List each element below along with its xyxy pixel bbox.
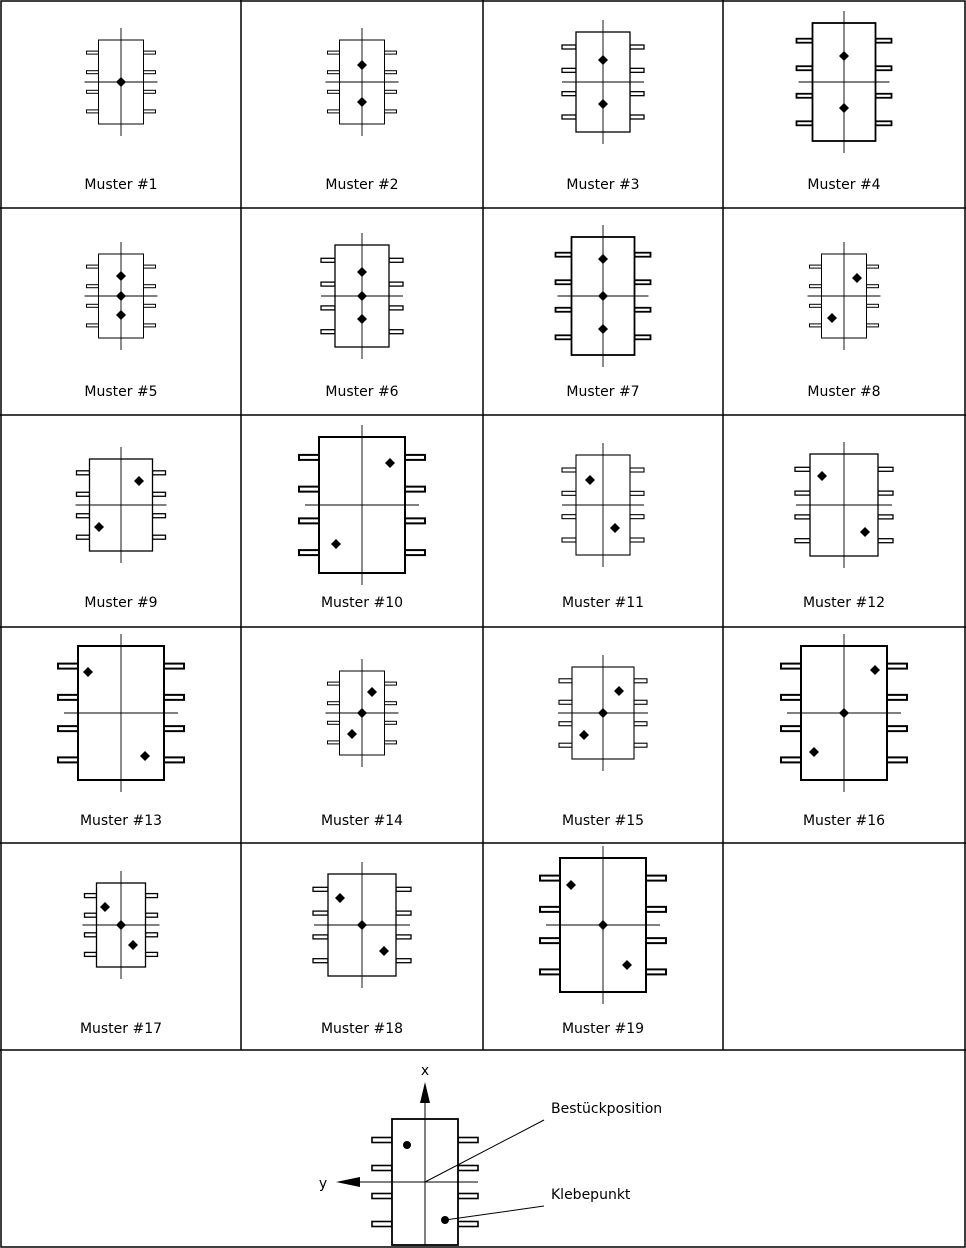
pin-left	[299, 487, 319, 492]
pin-right	[144, 304, 156, 307]
pin-left	[58, 664, 78, 669]
pin-left	[58, 757, 78, 762]
pin-right	[389, 306, 403, 310]
pin-left	[795, 515, 810, 519]
pin-left	[562, 115, 576, 119]
pattern-cell	[807, 242, 880, 400]
pattern-label: Muster #11	[561, 595, 645, 611]
glue-leader-line	[445, 1206, 544, 1220]
pattern-cell	[558, 655, 648, 829]
pattern-cell	[313, 862, 411, 1037]
pin-right	[385, 682, 397, 685]
pin-right	[389, 330, 403, 334]
pin-left	[372, 1222, 392, 1227]
pin-left	[328, 741, 340, 744]
pin-left	[77, 514, 90, 518]
ic-package	[540, 846, 666, 1004]
ic-package	[85, 28, 158, 136]
pattern-cell	[80, 871, 162, 1037]
pin-left	[313, 911, 328, 915]
ic-package	[562, 20, 644, 144]
pattern-label: Muster #7	[566, 384, 640, 400]
pin-left	[556, 308, 572, 312]
pin-right	[876, 39, 892, 43]
ic-package	[781, 634, 907, 792]
pin-right	[887, 726, 907, 731]
pattern-label: Muster #10	[320, 595, 404, 611]
pin-right	[887, 695, 907, 700]
pattern-label: Muster #19	[561, 1021, 645, 1037]
ic-package	[321, 233, 403, 359]
pin-left	[559, 722, 572, 726]
pattern-cell	[321, 233, 403, 400]
glue-label: Klebepunkt	[551, 1187, 631, 1203]
pin-right	[385, 702, 397, 705]
pin-left	[562, 92, 576, 96]
pin-right	[867, 304, 879, 307]
pin-right	[146, 933, 158, 937]
pattern-cell	[58, 634, 184, 829]
pin-right	[630, 515, 644, 519]
pin-left	[299, 550, 319, 555]
pattern-label: Muster #3	[566, 177, 640, 193]
pin-right	[630, 68, 644, 72]
pin-left	[299, 518, 319, 523]
pin-left	[87, 110, 99, 113]
pattern-label: Muster #17	[79, 1021, 163, 1037]
pin-right	[144, 285, 156, 288]
pin-right	[164, 664, 184, 669]
ic-package	[562, 443, 644, 567]
pin-left	[540, 907, 560, 912]
pin-left	[321, 282, 335, 286]
pin-right	[646, 969, 666, 974]
pin-left	[540, 938, 560, 943]
pattern-label: Muster #15	[561, 813, 645, 829]
pattern-cell	[299, 425, 425, 611]
pin-left	[328, 682, 340, 685]
pin-left	[562, 45, 576, 49]
pin-left	[77, 471, 90, 475]
pin-left	[321, 330, 335, 334]
pin-right	[878, 491, 893, 495]
pin-left	[781, 695, 801, 700]
pin-right	[878, 515, 893, 519]
pin-left	[562, 515, 576, 519]
ic-package	[76, 447, 167, 563]
ic-package	[558, 655, 648, 771]
pin-left	[58, 726, 78, 731]
pin-right	[630, 468, 644, 472]
pattern-cell	[797, 11, 892, 193]
pin-left	[321, 306, 335, 310]
pin-left	[781, 757, 801, 762]
pattern-cell	[84, 242, 157, 400]
pattern-label: Muster #1	[84, 177, 158, 193]
pattern-cell	[321, 659, 403, 829]
pin-right	[646, 938, 666, 943]
ic-package	[313, 862, 411, 988]
ic-package	[808, 242, 881, 350]
pin-left	[556, 253, 572, 257]
pattern-cell	[325, 28, 398, 193]
pin-right	[634, 743, 647, 747]
ic-package	[58, 634, 184, 792]
ic-package	[795, 442, 893, 568]
pin-left	[85, 913, 97, 917]
pin-right	[405, 518, 425, 523]
pin-right	[164, 695, 184, 700]
pin-right	[153, 471, 166, 475]
pin-left	[85, 933, 97, 937]
pin-left	[328, 110, 340, 113]
pin-right	[385, 741, 397, 744]
pin-right	[876, 66, 892, 70]
pin-left	[328, 721, 340, 724]
pattern-cell	[556, 225, 651, 400]
pin-right	[878, 467, 893, 471]
pin-right	[630, 491, 644, 495]
pin-right	[146, 894, 158, 898]
pin-right	[635, 308, 651, 312]
pin-right	[385, 90, 397, 93]
pin-right	[634, 722, 647, 726]
pattern-label: Muster #6	[325, 384, 399, 400]
pin-right	[146, 952, 158, 956]
pin-left	[328, 71, 340, 74]
pin-right	[153, 514, 166, 518]
pin-right	[144, 324, 156, 327]
pin-left	[313, 935, 328, 939]
pin-right	[385, 51, 397, 54]
pin-left	[781, 726, 801, 731]
pin-left	[313, 959, 328, 963]
pin-left	[797, 121, 813, 125]
pattern-cell	[540, 846, 666, 1037]
pin-right	[867, 265, 879, 268]
pin-right	[405, 550, 425, 555]
pin-right	[153, 535, 166, 539]
pin-right	[634, 679, 647, 683]
pattern-label: Muster #14	[320, 813, 404, 829]
ic-package	[83, 871, 160, 979]
legend-panel	[319, 1063, 662, 1245]
pin-right	[405, 455, 425, 460]
pin-right	[876, 121, 892, 125]
pin-right	[630, 538, 644, 542]
pin-left	[77, 492, 90, 496]
pin-right	[144, 51, 156, 54]
pin-left	[556, 280, 572, 284]
ic-package	[326, 659, 399, 767]
pattern-label: Muster #16	[802, 813, 886, 829]
pin-right	[867, 285, 879, 288]
pin-right	[396, 887, 411, 891]
pin-left	[810, 324, 822, 327]
pattern-cell	[795, 442, 893, 611]
pin-right	[144, 71, 156, 74]
pin-left	[77, 535, 90, 539]
pin-left	[781, 664, 801, 669]
pin-right	[164, 757, 184, 762]
ic-package	[85, 242, 158, 350]
pin-left	[810, 304, 822, 307]
pattern-label: Muster #12	[802, 595, 886, 611]
pin-left	[562, 468, 576, 472]
pin-right	[635, 335, 651, 339]
pattern-label: Muster #5	[84, 384, 158, 400]
pin-left	[87, 324, 99, 327]
pin-left	[372, 1166, 392, 1171]
pin-left	[559, 679, 572, 683]
pin-left	[87, 285, 99, 288]
pin-left	[797, 39, 813, 43]
ic-package	[797, 11, 892, 153]
pin-right	[164, 726, 184, 731]
pin-right	[385, 71, 397, 74]
pin-left	[372, 1138, 392, 1143]
pin-right	[146, 913, 158, 917]
pin-left	[87, 304, 99, 307]
pin-right	[635, 280, 651, 284]
pin-right	[876, 94, 892, 98]
pin-left	[540, 969, 560, 974]
pin-right	[389, 282, 403, 286]
placement-label: Bestückposition	[551, 1101, 663, 1117]
pin-right	[396, 959, 411, 963]
pin-right	[396, 935, 411, 939]
pin-left	[562, 538, 576, 542]
pattern-label: Muster #9	[84, 595, 158, 611]
pin-right	[144, 265, 156, 268]
pattern-cell	[562, 443, 644, 611]
pin-right	[634, 700, 647, 704]
pin-right	[646, 907, 666, 912]
pattern-label: Muster #2	[325, 177, 399, 193]
pin-left	[328, 51, 340, 54]
pin-right	[646, 876, 666, 881]
pin-left	[810, 285, 822, 288]
pin-right	[389, 258, 403, 262]
pin-left	[810, 265, 822, 268]
pin-right	[385, 721, 397, 724]
pin-left	[797, 94, 813, 98]
pin-left	[559, 743, 572, 747]
pattern-cell	[781, 634, 907, 829]
pin-right	[385, 110, 397, 113]
pin-left	[299, 455, 319, 460]
pin-left	[562, 491, 576, 495]
glue-dot-marker	[403, 1141, 411, 1149]
y-axis-label: y	[318, 1176, 328, 1192]
pin-left	[795, 467, 810, 471]
pin-left	[562, 68, 576, 72]
pin-right	[635, 253, 651, 257]
pin-left	[797, 66, 813, 70]
pin-left	[58, 695, 78, 700]
pin-right	[630, 45, 644, 49]
pin-left	[328, 90, 340, 93]
pin-right	[867, 324, 879, 327]
pin-right	[405, 487, 425, 492]
pattern-label: Muster #13	[79, 813, 163, 829]
pin-left	[321, 258, 335, 262]
pin-left	[87, 71, 99, 74]
pin-left	[556, 335, 572, 339]
pin-right	[630, 115, 644, 119]
pin-right	[887, 664, 907, 669]
pin-right	[458, 1222, 478, 1227]
pin-right	[458, 1194, 478, 1199]
y-axis-arrow-icon	[336, 1177, 360, 1187]
pin-left	[795, 539, 810, 543]
pin-left	[87, 265, 99, 268]
pattern-label: Muster #8	[807, 384, 881, 400]
pattern-cell	[84, 28, 157, 193]
pin-left	[795, 491, 810, 495]
pin-right	[630, 92, 644, 96]
pattern-cell	[76, 447, 167, 611]
ic-package	[299, 425, 425, 585]
x-axis-arrow-icon	[420, 1082, 430, 1103]
pattern-cell	[562, 20, 644, 193]
x-axis-label: x	[420, 1063, 430, 1079]
pin-right	[396, 911, 411, 915]
pin-left	[85, 952, 97, 956]
pattern-label: Muster #4	[807, 177, 881, 193]
pin-left	[372, 1194, 392, 1199]
pin-right	[458, 1166, 478, 1171]
pin-left	[540, 876, 560, 881]
pin-left	[87, 90, 99, 93]
pin-right	[887, 757, 907, 762]
pin-right	[458, 1138, 478, 1143]
pattern-label: Muster #18	[320, 1021, 404, 1037]
ic-package	[326, 28, 399, 136]
pin-right	[153, 492, 166, 496]
pin-right	[144, 90, 156, 93]
pin-left	[328, 702, 340, 705]
pin-right	[878, 539, 893, 543]
pin-left	[85, 894, 97, 898]
pin-right	[144, 110, 156, 113]
pin-left	[87, 51, 99, 54]
pin-left	[313, 887, 328, 891]
ic-package	[556, 225, 651, 367]
pin-left	[559, 700, 572, 704]
